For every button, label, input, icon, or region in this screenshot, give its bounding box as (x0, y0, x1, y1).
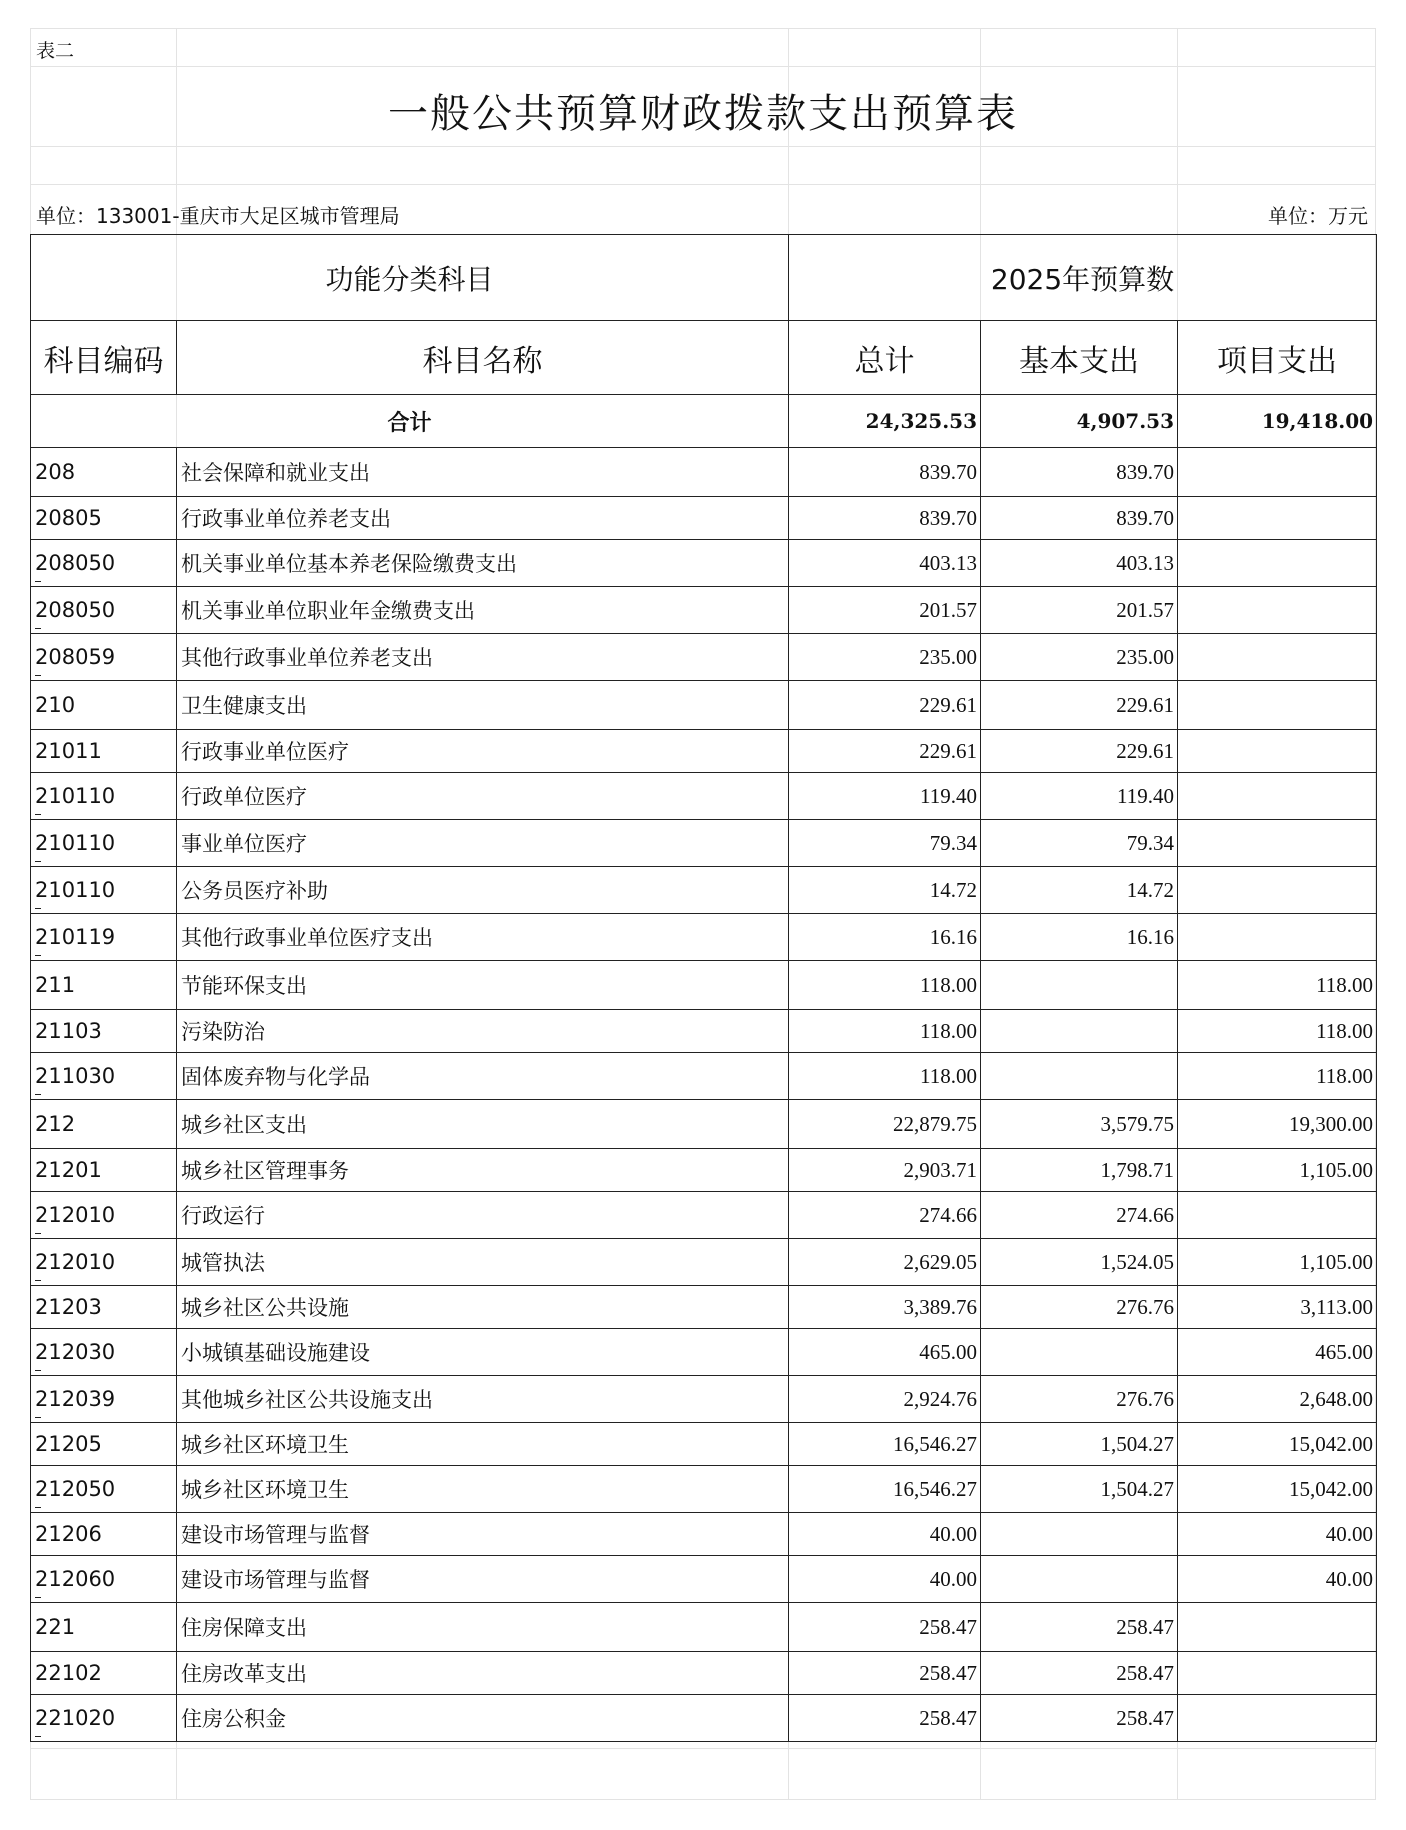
row-total: 3,389.76 (789, 1286, 981, 1329)
table-row (31, 681, 1377, 730)
header-row-group (31, 235, 1377, 321)
row-total: 839.70 (789, 448, 981, 497)
row-project: 118.00 (1178, 961, 1377, 1010)
row-code: 21205 (31, 1423, 177, 1466)
gridline (30, 66, 1376, 67)
row-basic: 274.66 (981, 1192, 1178, 1239)
row-total: 16,546.27 (789, 1466, 981, 1513)
row-project (1178, 1695, 1377, 1742)
table-row (31, 1192, 1377, 1239)
row-code: 21203 (31, 1286, 177, 1329)
row-name: 机关事业单位基本养老保险缴费支出 (177, 540, 789, 587)
table-row (31, 448, 1377, 497)
table-row (31, 1149, 1377, 1192)
gridline (30, 28, 1376, 29)
table-row (31, 634, 1377, 681)
row-basic: 79.34 (981, 820, 1178, 867)
row-name: 其他行政事业单位养老支出 (177, 634, 789, 681)
row-name: 行政运行 (177, 1192, 789, 1239)
row-name: 行政单位医疗 (177, 773, 789, 820)
row-project (1178, 587, 1377, 634)
row-name: 行政事业单位医疗 (177, 730, 789, 773)
table-row (31, 1010, 1377, 1053)
row-code: 211 (31, 961, 177, 1010)
table-row (31, 1286, 1377, 1329)
row-name: 事业单位医疗 (177, 820, 789, 867)
gridline (30, 146, 1376, 147)
table-row (31, 1329, 1377, 1376)
table-row (31, 730, 1377, 773)
row-basic: 1,798.71 (981, 1149, 1178, 1192)
row-project (1178, 634, 1377, 681)
row-basic: 14.72 (981, 867, 1178, 914)
row-basic (981, 1010, 1178, 1053)
row-project: 15,042.00 (1178, 1423, 1377, 1466)
row-code: 212039 (31, 1376, 177, 1423)
row-name: 卫生健康支出 (177, 681, 789, 730)
unit-organization: 单位：133001-重庆市大足区城市管理局 (36, 204, 400, 228)
row-total: 235.00 (789, 634, 981, 681)
row-total: 258.47 (789, 1695, 981, 1742)
row-code: 210110 (31, 773, 177, 820)
total-label: 合计 (31, 395, 789, 448)
row-code: 210110 (31, 867, 177, 914)
row-name: 行政事业单位养老支出 (177, 497, 789, 540)
row-total: 201.57 (789, 587, 981, 634)
row-basic: 229.61 (981, 681, 1178, 730)
table-row (31, 1513, 1377, 1556)
row-project: 465.00 (1178, 1329, 1377, 1376)
table-row (31, 1652, 1377, 1695)
row-name: 其他行政事业单位医疗支出 (177, 914, 789, 961)
row-total: 40.00 (789, 1513, 981, 1556)
table-row (31, 1423, 1377, 1466)
table-row (31, 773, 1377, 820)
row-basic: 276.76 (981, 1376, 1178, 1423)
row-project (1178, 448, 1377, 497)
page-title: 一般公共预算财政拨款支出预算表 (388, 91, 1018, 137)
row-code: 208050 (31, 540, 177, 587)
row-basic: 258.47 (981, 1603, 1178, 1652)
row-basic (981, 961, 1178, 1010)
row-code: 212010 (31, 1239, 177, 1286)
row-basic: 229.61 (981, 730, 1178, 773)
row-code: 210110 (31, 820, 177, 867)
gridline (30, 184, 1376, 185)
row-basic: 3,579.75 (981, 1100, 1178, 1149)
row-name: 住房改革支出 (177, 1652, 789, 1695)
row-project (1178, 730, 1377, 773)
row-project (1178, 1192, 1377, 1239)
row-basic (981, 1053, 1178, 1100)
row-name: 节能环保支出 (177, 961, 789, 1010)
table-row (31, 1466, 1377, 1513)
row-project (1178, 1603, 1377, 1652)
table-row (31, 1053, 1377, 1100)
table-row (31, 587, 1377, 634)
row-code: 221020 (31, 1695, 177, 1742)
row-project: 2,648.00 (1178, 1376, 1377, 1423)
table-row (31, 497, 1377, 540)
header-total: 总计 (789, 321, 981, 395)
row-project (1178, 820, 1377, 867)
row-basic: 276.76 (981, 1286, 1178, 1329)
table-row (31, 867, 1377, 914)
row-code: 208050 (31, 587, 177, 634)
row-basic: 258.47 (981, 1652, 1178, 1695)
row-code: 211030 (31, 1053, 177, 1100)
row-total: 2,903.71 (789, 1149, 981, 1192)
total-row (31, 395, 1377, 448)
row-basic: 119.40 (981, 773, 1178, 820)
row-code: 21011 (31, 730, 177, 773)
row-name: 城乡社区支出 (177, 1100, 789, 1149)
row-total: 118.00 (789, 1010, 981, 1053)
row-project: 1,105.00 (1178, 1149, 1377, 1192)
row-total: 118.00 (789, 1053, 981, 1100)
row-project: 15,042.00 (1178, 1466, 1377, 1513)
row-code: 22102 (31, 1652, 177, 1695)
row-name: 固体废弃物与化学品 (177, 1053, 789, 1100)
row-total: 229.61 (789, 730, 981, 773)
row-name: 建设市场管理与监督 (177, 1556, 789, 1603)
row-project (1178, 1652, 1377, 1695)
row-name: 污染防治 (177, 1010, 789, 1053)
row-total: 229.61 (789, 681, 981, 730)
row-name: 建设市场管理与监督 (177, 1513, 789, 1556)
row-code: 21206 (31, 1513, 177, 1556)
table-row (31, 1239, 1377, 1286)
row-project: 118.00 (1178, 1053, 1377, 1100)
table-row (31, 820, 1377, 867)
row-project (1178, 681, 1377, 730)
row-basic: 201.57 (981, 587, 1178, 634)
row-total: 22,879.75 (789, 1100, 981, 1149)
row-project: 3,113.00 (1178, 1286, 1377, 1329)
row-code: 21201 (31, 1149, 177, 1192)
row-total: 274.66 (789, 1192, 981, 1239)
row-project (1178, 773, 1377, 820)
row-project: 40.00 (1178, 1556, 1377, 1603)
row-project: 19,300.00 (1178, 1100, 1377, 1149)
row-name: 城乡社区公共设施 (177, 1286, 789, 1329)
header-name: 科目名称 (177, 321, 789, 395)
row-name: 其他城乡社区公共设施支出 (177, 1376, 789, 1423)
row-total: 2,629.05 (789, 1239, 981, 1286)
row-basic: 839.70 (981, 448, 1178, 497)
header-basic: 基本支出 (981, 321, 1178, 395)
row-basic (981, 1329, 1178, 1376)
row-project (1178, 867, 1377, 914)
table-row (31, 1100, 1377, 1149)
row-name: 小城镇基础设施建设 (177, 1329, 789, 1376)
row-code: 20805 (31, 497, 177, 540)
header-functional-category: 功能分类科目 (31, 235, 789, 321)
row-basic: 235.00 (981, 634, 1178, 681)
gridline (30, 1748, 1376, 1749)
row-code: 221 (31, 1603, 177, 1652)
row-total: 403.13 (789, 540, 981, 587)
unit-currency: 单位：万元 (1268, 204, 1368, 228)
header-row-columns (31, 321, 1377, 395)
row-name: 城乡社区环境卫生 (177, 1423, 789, 1466)
total-basic: 4,907.53 (981, 395, 1178, 448)
row-name: 社会保障和就业支出 (177, 448, 789, 497)
table-row (31, 1603, 1377, 1652)
row-project (1178, 540, 1377, 587)
row-name: 城管执法 (177, 1239, 789, 1286)
table-row (31, 540, 1377, 587)
row-basic: 258.47 (981, 1695, 1178, 1742)
table-row (31, 914, 1377, 961)
row-basic: 1,524.05 (981, 1239, 1178, 1286)
total-project: 19,418.00 (1178, 395, 1377, 448)
row-code: 212060 (31, 1556, 177, 1603)
row-code: 212010 (31, 1192, 177, 1239)
row-project (1178, 497, 1377, 540)
row-name: 公务员医疗补助 (177, 867, 789, 914)
total-amount: 24,325.53 (789, 395, 981, 448)
row-total: 79.34 (789, 820, 981, 867)
row-code: 212030 (31, 1329, 177, 1376)
gridline (30, 1799, 1376, 1800)
row-total: 14.72 (789, 867, 981, 914)
spreadsheet-page (30, 28, 1376, 1800)
row-total: 465.00 (789, 1329, 981, 1376)
budget-table (30, 234, 1377, 1742)
row-project: 1,105.00 (1178, 1239, 1377, 1286)
row-total: 119.40 (789, 773, 981, 820)
table-row (31, 961, 1377, 1010)
row-project (1178, 914, 1377, 961)
row-code: 208059 (31, 634, 177, 681)
row-total: 839.70 (789, 497, 981, 540)
row-basic: 403.13 (981, 540, 1178, 587)
row-code: 212050 (31, 1466, 177, 1513)
row-code: 210119 (31, 914, 177, 961)
header-project: 项目支出 (1178, 321, 1377, 395)
table-row (31, 1695, 1377, 1742)
sheet-label: 表二 (36, 40, 75, 62)
header-budget-year: 2025年预算数 (789, 235, 1377, 321)
row-basic: 16.16 (981, 914, 1178, 961)
table-row (31, 1376, 1377, 1423)
row-name: 城乡社区环境卫生 (177, 1466, 789, 1513)
row-name: 机关事业单位职业年金缴费支出 (177, 587, 789, 634)
table-row (31, 1556, 1377, 1603)
row-total: 118.00 (789, 961, 981, 1010)
budget-rows (31, 448, 1377, 1742)
row-code: 21103 (31, 1010, 177, 1053)
row-basic: 839.70 (981, 497, 1178, 540)
row-name: 城乡社区管理事务 (177, 1149, 789, 1192)
row-code: 208 (31, 448, 177, 497)
row-project: 118.00 (1178, 1010, 1377, 1053)
row-project: 40.00 (1178, 1513, 1377, 1556)
row-code: 210 (31, 681, 177, 730)
row-total: 16.16 (789, 914, 981, 961)
row-basic: 1,504.27 (981, 1466, 1178, 1513)
row-total: 16,546.27 (789, 1423, 981, 1466)
row-total: 258.47 (789, 1603, 981, 1652)
row-code: 212 (31, 1100, 177, 1149)
row-total: 40.00 (789, 1556, 981, 1603)
row-total: 2,924.76 (789, 1376, 981, 1423)
header-code: 科目编码 (31, 321, 177, 395)
row-name: 住房公积金 (177, 1695, 789, 1742)
row-basic: 1,504.27 (981, 1423, 1178, 1466)
row-basic (981, 1513, 1178, 1556)
row-total: 258.47 (789, 1652, 981, 1695)
row-name: 住房保障支出 (177, 1603, 789, 1652)
row-basic (981, 1556, 1178, 1603)
